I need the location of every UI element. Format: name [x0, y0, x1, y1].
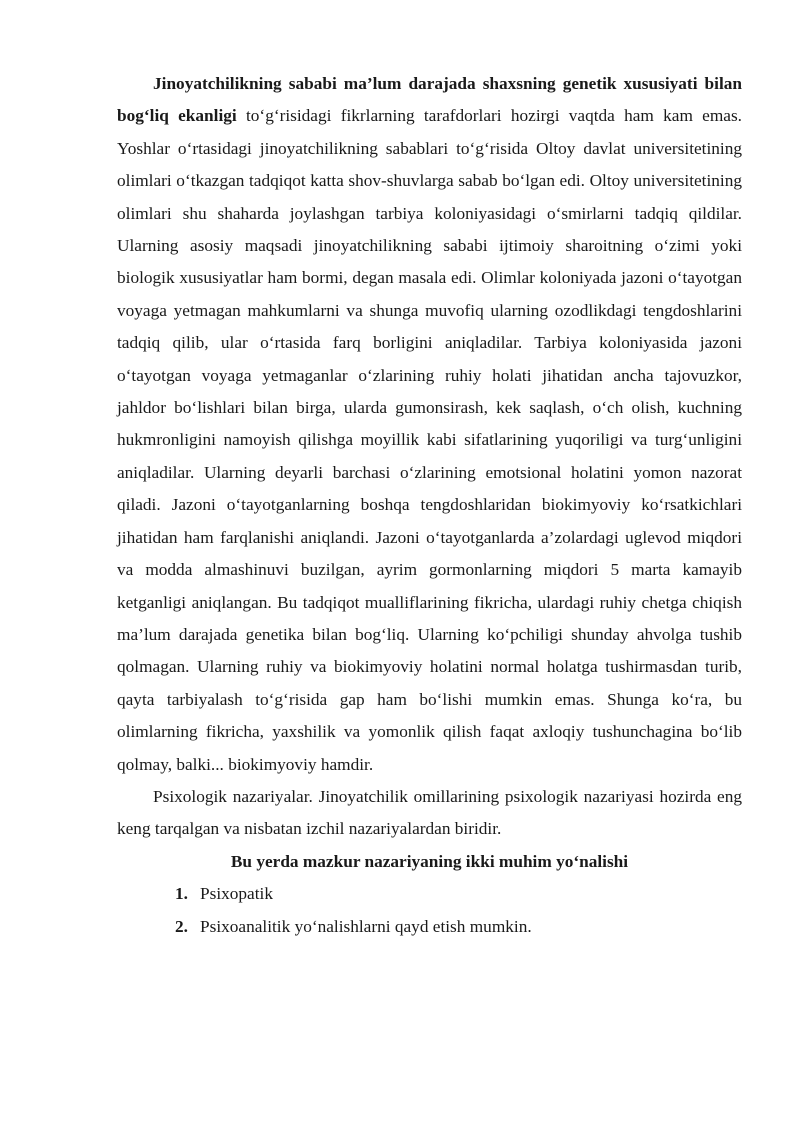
- numbered-list: [117, 878, 742, 943]
- list-item: [175, 911, 742, 943]
- list-item: [175, 878, 742, 910]
- paragraph-lead-bold: Jinoyatchilikning sababi ma’lum darajada shaxsning genetik xususiyati bilan bog‘liq ekanligi: [117, 74, 742, 126]
- section-subheading: Bu yerda mazkur nazariyaning ikki muhim yo‘nalishi: [230, 851, 629, 871]
- paragraph-genetic-causes: [117, 68, 742, 781]
- paragraph-psychological-theories: Psixologik nazariyalar. Jinoyatchilik omillarining psixologik nazariyasi hozirda eng keng tarqalgan va nisbatan izchil nazariyalardan biridir.: [117, 786, 742, 839]
- list-item-text: Psixoanalitik yo‘nalishlarni qayd etish mumkin.: [200, 916, 532, 936]
- list-item-text: Psixopatik: [200, 884, 273, 904]
- document-page: [117, 68, 742, 943]
- list-item-number: 2.: [175, 916, 188, 936]
- list-item-number: 1.: [175, 884, 188, 904]
- paragraph-body-text: to‘g‘risidagi fikrlarning tarafdorlari hozirgi vaqtda ham kam emas. Yoshlar o‘rtasidagi jinoyatchilikning sabablari to‘g‘risida Oltoy davlat universitetining olimlari o‘tkazgan tadqiqot katta shov-shuvlarga sabab bo‘lgan edi. Oltoy universitetining olimlari shu shaharda joylashgan tarbiya koloniyasidagi o‘smirlarni tadqiq qildilar. Ularning asosiy maqsadi jinoyatchilikning sababi ijtimoiy sharoitning o‘zimi yoki biologik xususiyatlar ham bormi, degan masala edi. Olimlar koloniyada jazoni o‘tayotgan voyaga yetmagan mahkumlarni va shunga muvofiq ularning ozodlikdagi tengdoshlarini tadqiq qilib, ular o‘rtasida farq borligini aniqladilar. Tarbiya koloniyasida jazoni o‘tayotgan voyaga yetmaganlar o‘zlarining ruhiy holati jihatidan ancha tajovuzkor, jahldor bo‘lishlari bilan birga, ularda gumonsirash, kek saqlash, o‘ch olish, kuchning hukmronligini namoyish qilishga moyillik kabi sifatlarining yuqoriligi va turg‘unligini aniqladilar. Ularning deyarli barchasi o‘zlarining emotsional holatini yomon nazorat qiladi. Jazoni o‘tayotganlarning boshqa tengdoshlaridan biokimyoviy ko‘rsatkichlari jihatidan ham farqlanishi aniqlandi. Jazoni o‘tayotganlarda a’zolardagi uglevod miqdori va modda almashinuvi buzilgan, ayrim gormonlarning miqdori 5 marta kamayib ketganligi aniqlangan. Bu tadqiqot mualliflarining fikricha, ulardagi ruhiy chetga chiqish ma’lum darajada genetika bilan bog‘liq. Ularning ko‘pchiligi shunday ahvolga tushib qolmagan. Ularning ruhiy va biokimyoviy holatini normal holatga tushirmasdan turib, qayta tarbiyalash to‘g‘risida gap ham bo‘lishi mumkin emas. Shunga ko‘ra, bu olimlarning fikricha, yaxshilik va yomonlik qilish faqat axloqiy tushunchagina bo‘lib qolmay, balki... biokimyoviy hamdir.: [117, 106, 742, 774]
